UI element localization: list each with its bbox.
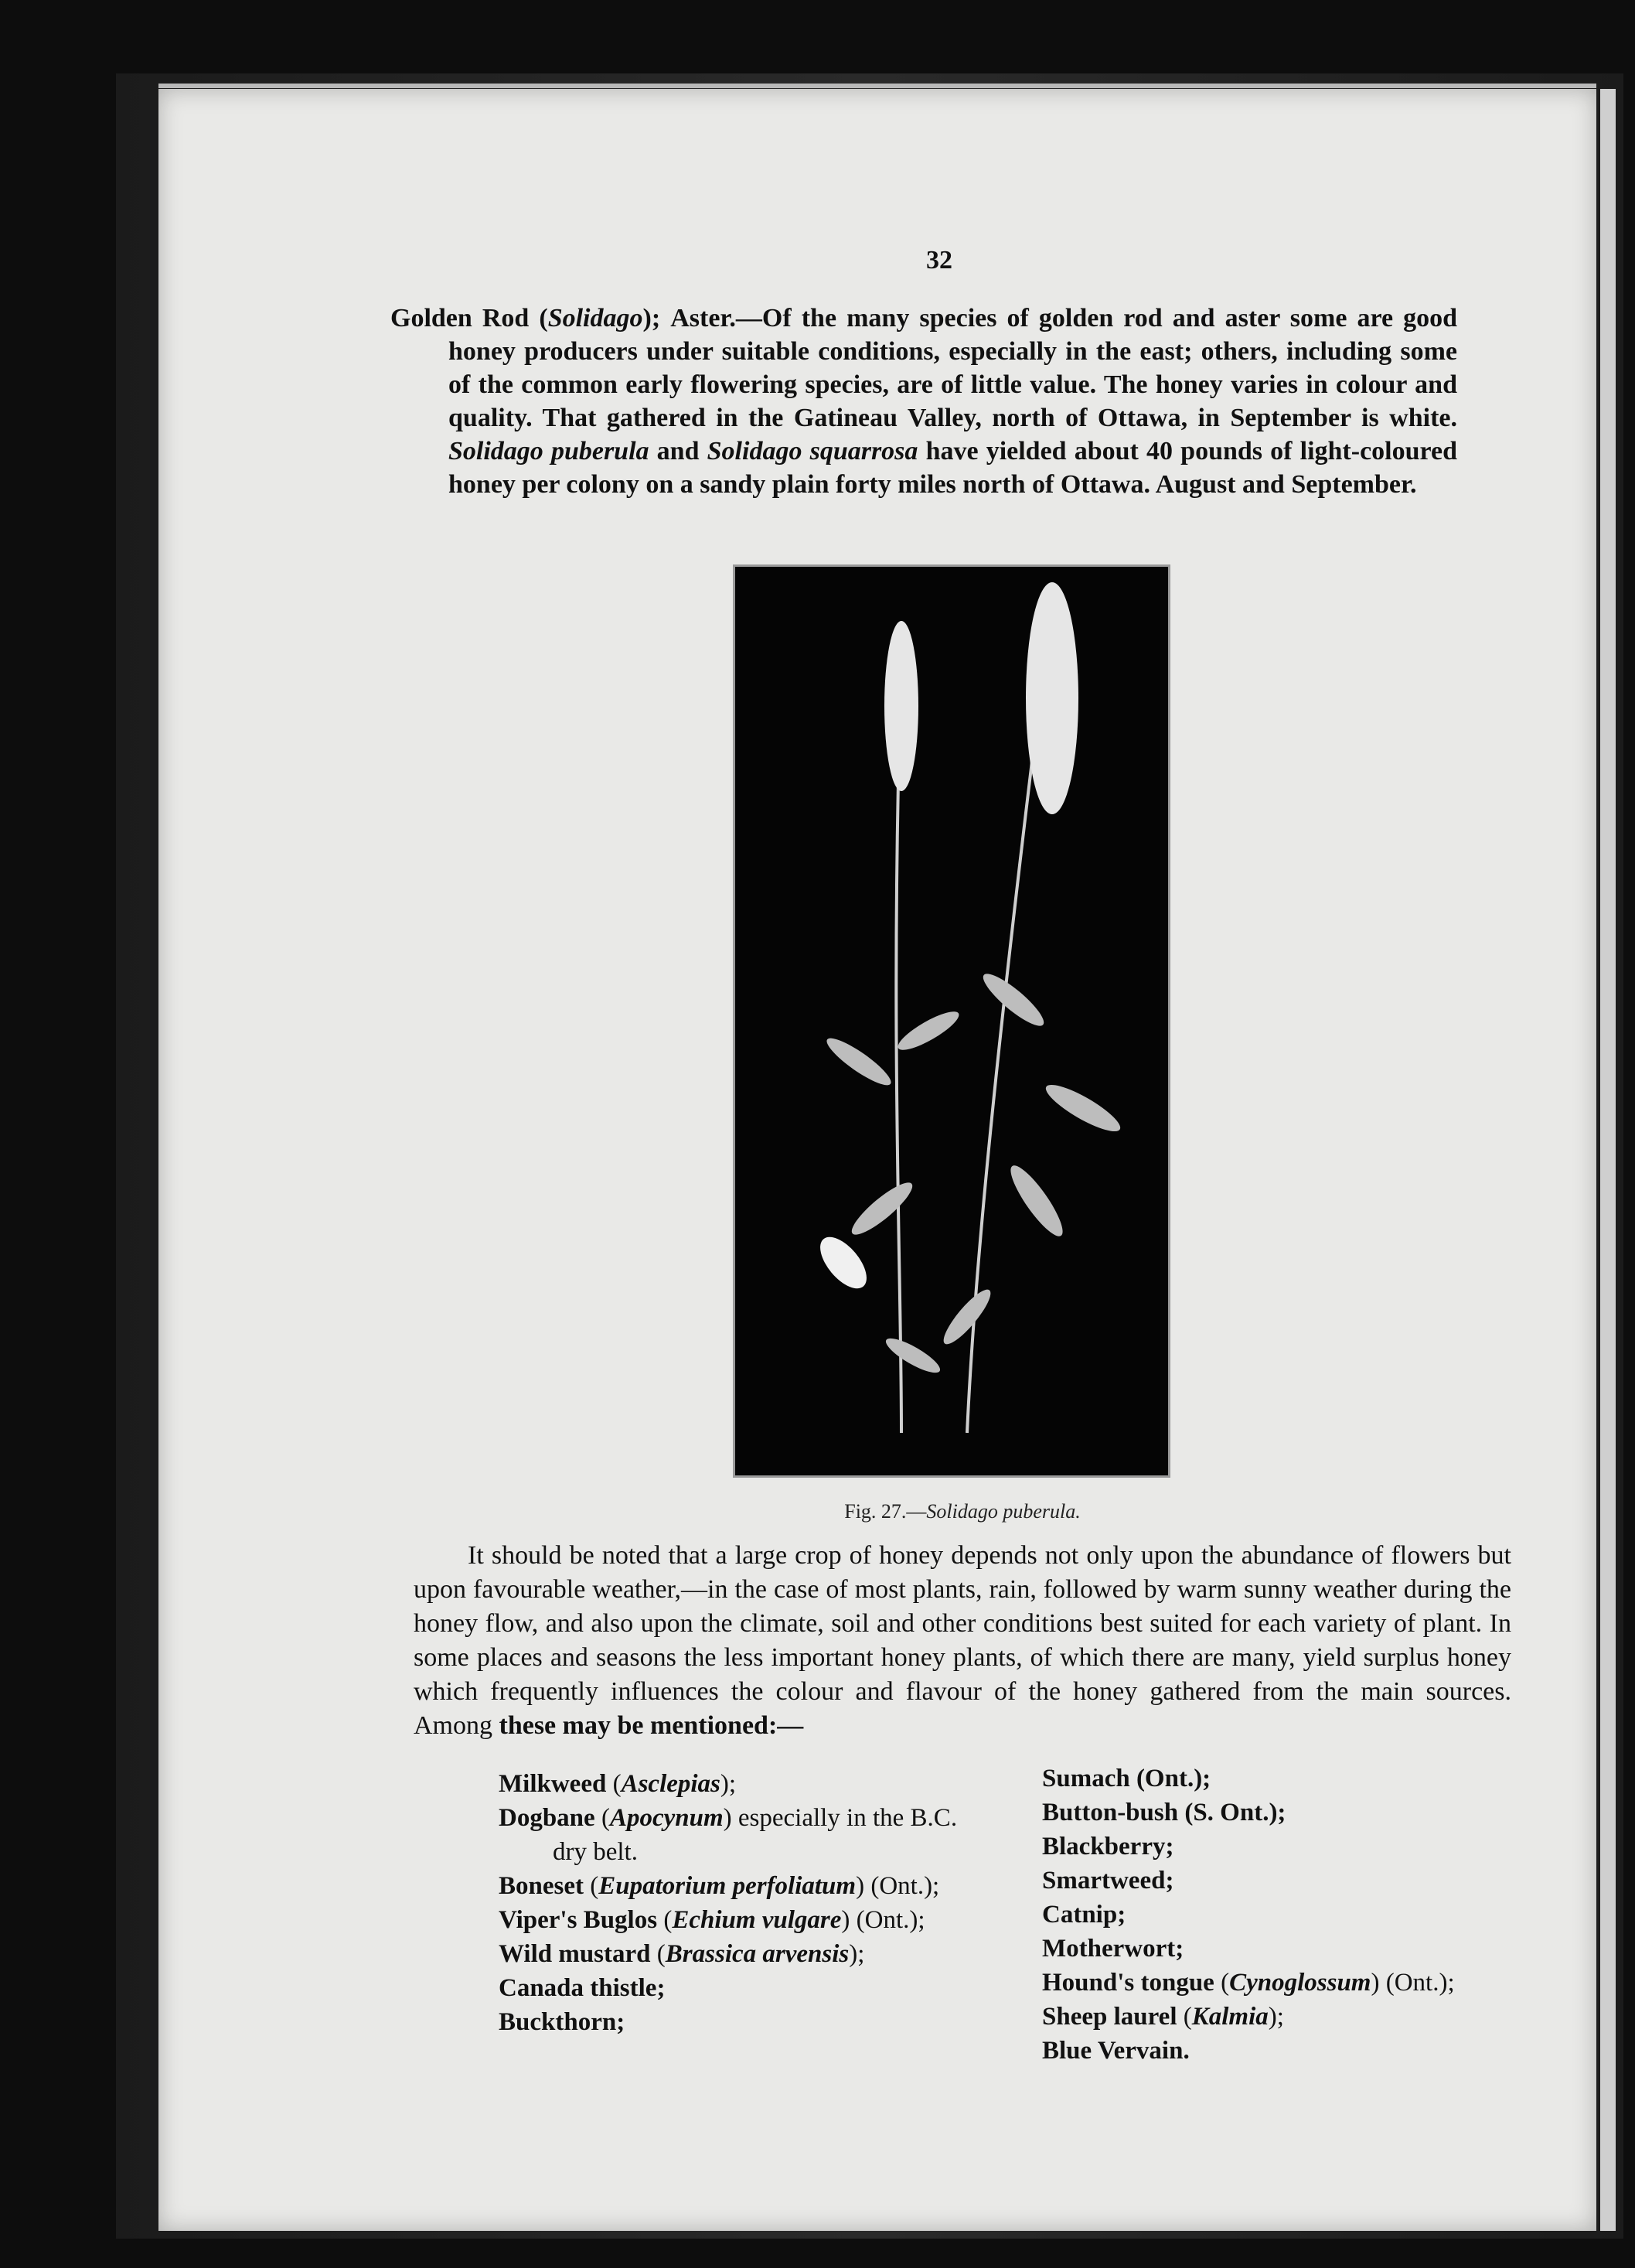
plant-common-name: Dogbane <box>499 1804 595 1832</box>
and-word: and <box>656 437 700 466</box>
plant-list-item <box>499 1971 993 2005</box>
plant-common-name: Boneset <box>499 1872 584 1900</box>
plant-list-right <box>1042 1762 1521 2068</box>
golden-rod-paragraph <box>390 302 1457 501</box>
plant-list-item: Wild mustard (Brassica arvensis); <box>499 1940 865 1968</box>
plant-note: especially in the B.C. dry belt. <box>553 1804 958 1866</box>
plant-note: ; <box>1276 2003 1284 2031</box>
plant-sci-name: Kalmia <box>1191 2003 1269 2031</box>
plant-sci-name: Cynoglossum <box>1229 1969 1371 1997</box>
solidago-plant-image <box>735 567 1168 1475</box>
plant-common-name: Blackberry; <box>1042 1833 1174 1860</box>
leaf <box>846 1176 918 1241</box>
leaf <box>1041 1077 1125 1138</box>
plant-common-name: Buckthorn; <box>499 2008 625 2036</box>
plant-note: (Ont.); <box>856 1906 925 1934</box>
plant-note: (Ont.); <box>1385 1969 1455 1997</box>
plant-list-item: Dogbane (Apocynum) especially in the B.C. dry belt. <box>499 1804 958 1866</box>
sci-name-squarrosa: Solidago squarrosa <box>707 437 918 466</box>
plant-list-item <box>499 2005 993 2039</box>
page-right-edge <box>1600 89 1616 2231</box>
plant-list-item: Milkweed (Asclepias); <box>499 1770 737 1798</box>
figure-caption <box>781 1500 1144 1523</box>
heading-second: Aster. <box>670 304 736 333</box>
plant-note: (Ont.); <box>870 1872 940 1900</box>
plant-common-name: Motherwort; <box>1042 1935 1184 1963</box>
leaf <box>977 967 1049 1032</box>
sci-name-puberula: Solidago puberula <box>448 437 649 466</box>
leaf <box>812 1229 875 1297</box>
plant-common-name: Smartweed; <box>1042 1867 1174 1895</box>
plant-common-name: Viper's Buglos <box>499 1906 658 1934</box>
plant-common-name: Milkweed <box>499 1770 607 1798</box>
leaf <box>938 1284 996 1349</box>
plant-list-item: Viper's Buglos (Echium vulgare) (Ont.); <box>499 1906 925 1934</box>
body-text: It should be noted that a large crop of honey depends not only upon the abundance of flowers but upon favourable weather,—in the case of most plants, rain, followed by warm sunny weather during the honey flow, and also upon the climate, soil and other conditions best suited for each variety of plant. In some places and seasons the less important honey plants, of which there are many, yield surplus honey which frequently influences the colour and flavour of the honey gathered from the main sources. Among <box>414 1541 1511 1740</box>
plant-photograph <box>733 564 1170 1478</box>
leaf <box>822 1032 896 1091</box>
plant-common-name: Sheep laurel <box>1042 2003 1177 2031</box>
heading-sci-name: Solidago <box>547 304 643 333</box>
plant-list-item <box>1042 2034 1521 2068</box>
plant-common-name: Sumach (Ont.); <box>1042 1765 1211 1792</box>
plant-list-item <box>1042 1830 1521 1864</box>
intro-text-1: —Of the many species of golden rod and aster some are good honey producers under suitable conditions, especially in the east; others, including some of the common early flowering species, are of little value. The honey varies in colour and quality. That gathered in the Gatineau Valley, north of Ottawa, in September is white. <box>448 304 1458 432</box>
plant-list-item: Sheep laurel (Kalmia); <box>1042 2003 1284 2031</box>
plant-sci-name: Eupatorium perfoliatum <box>598 1872 857 1900</box>
caption-prefix: Fig. 27.— <box>844 1500 927 1523</box>
heading-common-name: Golden Rod <box>390 304 530 333</box>
heading-separator: ; <box>651 304 661 333</box>
plant-sci-name: Asclepias <box>621 1770 720 1798</box>
caption-sci-name: Solidago puberula. <box>926 1500 1081 1523</box>
body-paragraph <box>414 1539 1511 1743</box>
plant-list-item: Hound's tongue (Cynoglossum) (Ont.); <box>1042 1969 1455 1997</box>
plant-common-name: Button-bush (S. Ont.); <box>1042 1799 1286 1826</box>
plant-common-name: Catnip; <box>1042 1901 1126 1929</box>
body-text-tail: these may be mentioned:— <box>499 1711 804 1740</box>
plant-list-item <box>1042 1796 1521 1830</box>
plant-common-name: Blue Vervain. <box>1042 2037 1190 2065</box>
page-number: 32 <box>926 246 952 275</box>
flower-spike-right <box>1026 582 1078 814</box>
intro-text-2: have yielded about 40 pounds of light-coloured honey per colony on a sandy plain forty miles north of Ottawa. August and September. <box>448 437 1457 499</box>
leaf <box>882 1332 944 1378</box>
plant-common-name: Hound's tongue <box>1042 1969 1214 1997</box>
plant-common-name: Wild mustard <box>499 1940 651 1968</box>
golden-rod-text: Golden Rod (Solidago); Aster.—Of the many species of golden rod and aster some are good honey producers under suitable conditions, especially in the east; others, including some of the common early flowering species, are of little value. The honey varies in colour and quality. That gathered in the Gatineau Valley, north of Ottawa, in September is white. Solidago puberula and Solidago squarrosa have yielded about 40 pounds of light-coloured honey per colony on a sandy plain forty miles north of Ottawa. August and September. <box>390 304 1458 499</box>
leaf <box>1003 1160 1070 1242</box>
plant-note: ; <box>728 1770 737 1798</box>
plant-common-name: Canada thistle; <box>499 1974 666 2002</box>
plant-list-item: Boneset (Eupatorium perfoliatum) (Ont.); <box>499 1872 940 1900</box>
plant-list-left <box>499 1767 993 2039</box>
flower-spike-left <box>884 621 918 791</box>
plant-sci-name: Brassica arvensis <box>665 1940 850 1968</box>
plant-list-item <box>1042 1864 1521 1898</box>
page-top-edge <box>158 84 1596 88</box>
plant-sci-name: Echium vulgare <box>672 1906 842 1934</box>
plant-note: ; <box>857 1940 865 1968</box>
plant-list-item <box>1042 1762 1521 1796</box>
leaf <box>894 1005 963 1056</box>
plant-list-item <box>1042 1898 1521 1932</box>
plant-sci-name: Apocynum <box>609 1804 724 1832</box>
plant-list-item <box>1042 1932 1521 1966</box>
